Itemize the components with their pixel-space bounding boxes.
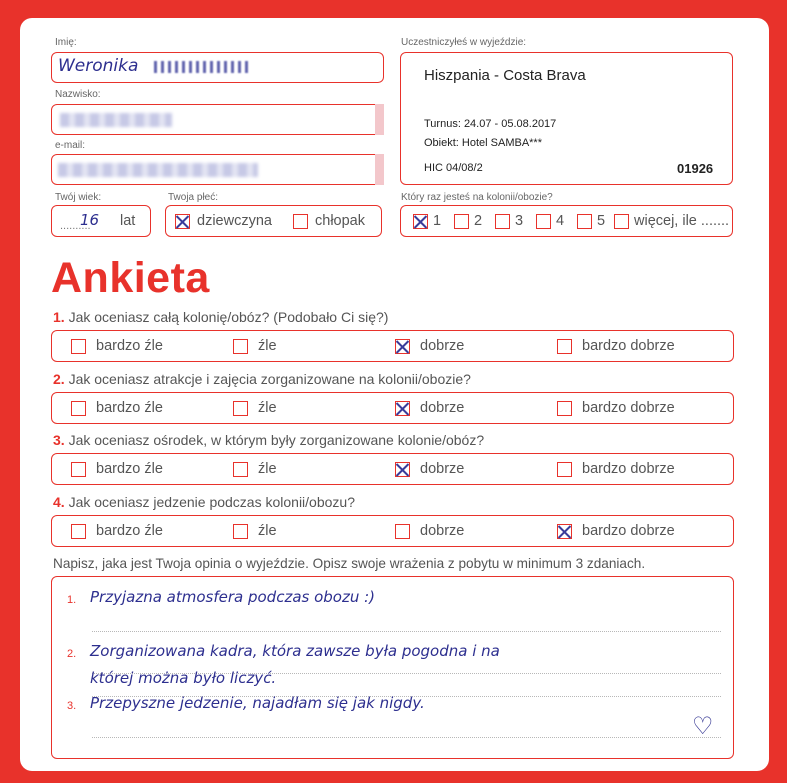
surname-scribble xyxy=(154,61,250,73)
rating-option-label: bardzo źle xyxy=(96,522,163,539)
rating-option-label: dobrze xyxy=(420,338,465,354)
rating-option-label: źle xyxy=(258,522,277,539)
opinion-prompt: Napisz, jaka jest Twoja opinia o wyjeździe. Opisz swoje wrażenia z pobytu w minimum 3 zdaniach. xyxy=(53,556,646,571)
trip-code: HIC 04/08/2 xyxy=(424,162,483,174)
answer-row-1 xyxy=(51,330,734,362)
redaction-edge xyxy=(375,104,384,135)
gender-field xyxy=(165,205,382,237)
writing-line xyxy=(92,737,721,738)
times-option-label: 3 xyxy=(515,213,524,229)
rating-option-label: dobrze xyxy=(420,522,465,539)
redaction-edge xyxy=(375,154,384,185)
answer-number: 1. xyxy=(67,594,77,606)
rating-option-label: bardzo źle xyxy=(96,461,163,477)
rating-option-label: bardzo źle xyxy=(96,338,163,354)
times-option-label: 4 xyxy=(556,213,565,229)
rating-checkbox[interactable] xyxy=(557,524,572,539)
times-checkbox-3[interactable] xyxy=(495,214,510,229)
question-4 xyxy=(53,494,355,510)
question-text: Jak oceniasz atrakcje i zajęcia zorganizowane na kolonii/obozie? xyxy=(68,370,471,387)
times-checkbox-1[interactable] xyxy=(413,214,428,229)
handwritten-answer: Zorganizowana kadra, która zawsze była pogodna i na xyxy=(90,642,500,660)
surname-field[interactable] xyxy=(51,104,384,135)
rating-option-label: bardzo źle xyxy=(96,399,163,416)
gender-female-checkbox[interactable] xyxy=(175,214,190,229)
email-redacted xyxy=(58,163,258,177)
times-checkbox-5[interactable] xyxy=(577,214,592,229)
answer-row-4 xyxy=(51,515,734,547)
gender-male-label: chłopak xyxy=(315,213,365,229)
rating-checkbox[interactable] xyxy=(71,339,86,354)
gender-label: Twoja płeć: xyxy=(168,192,219,203)
surname-label: Nazwisko: xyxy=(55,89,101,100)
question-number: 2. xyxy=(53,370,65,387)
times-option-label: 2 xyxy=(474,213,483,229)
gender-male-checkbox[interactable] xyxy=(293,214,308,229)
trip-term: Turnus: 24.07 - 05.08.2017 xyxy=(424,118,557,130)
rating-checkbox[interactable] xyxy=(557,462,572,477)
age-label: Twój wiek: xyxy=(55,192,102,203)
rating-checkbox[interactable] xyxy=(233,401,248,416)
rating-option-label: bardzo dobrze xyxy=(582,338,675,354)
times-option-label: więcej, ile ....... xyxy=(634,213,730,229)
trip-facility: Obiekt: Hotel SAMBA*** xyxy=(424,137,542,149)
age-field[interactable] xyxy=(51,205,151,237)
answer-row-3 xyxy=(51,453,734,485)
rating-checkbox[interactable] xyxy=(395,524,410,539)
question-text: Jak oceniasz jedzenie podczas kolonii/obozu? xyxy=(68,493,355,510)
handwritten-answer: Przyjazna atmosfera podczas obozu :) xyxy=(90,588,376,606)
times-label: Który raz jesteś na kolonii/obozie? xyxy=(401,192,553,203)
rating-checkbox[interactable] xyxy=(557,339,572,354)
email-label: e-mail: xyxy=(55,140,86,151)
times-option-label: 1 xyxy=(433,213,442,229)
heart-doodle: ♡ xyxy=(692,712,714,740)
rating-option-label: bardzo dobrze xyxy=(582,461,675,477)
rating-option-label: źle xyxy=(258,399,277,416)
question-number: 4. xyxy=(53,493,65,510)
rating-option-label: źle xyxy=(258,338,277,354)
question-text: Jak oceniasz całą kolonię/obóz? (Podobało Ci się?) xyxy=(68,309,389,325)
handwritten-answer: której można było liczyć. xyxy=(90,669,277,687)
trip-label: Uczestniczyłeś w wyjeździe: xyxy=(401,37,527,48)
rating-checkbox[interactable] xyxy=(395,462,410,477)
trip-number: 01926 xyxy=(677,161,714,176)
answer-number: 3. xyxy=(67,700,77,712)
rating-checkbox[interactable] xyxy=(395,339,410,354)
question-1 xyxy=(53,309,388,325)
rating-option-label: źle xyxy=(258,461,277,477)
rating-option-label: bardzo dobrze xyxy=(582,399,675,416)
question-3 xyxy=(53,432,484,448)
times-checkbox-6[interactable] xyxy=(614,214,629,229)
opinion-box[interactable] xyxy=(51,576,734,759)
gender-female-label: dziewczyna xyxy=(197,213,272,229)
rating-option-label: bardzo dobrze xyxy=(582,522,675,539)
rating-option-label: dobrze xyxy=(420,461,465,477)
question-text: Jak oceniasz ośrodek, w którym były zorganizowane kolonie/obóz? xyxy=(68,432,485,448)
rating-checkbox[interactable] xyxy=(557,401,572,416)
trip-destination: Hiszpania - Costa Brava xyxy=(424,67,586,84)
age-value: 16 xyxy=(80,211,100,229)
answer-number: 2. xyxy=(67,648,77,660)
answer-row-2 xyxy=(51,392,734,424)
survey-sheet xyxy=(20,18,769,771)
email-field[interactable] xyxy=(51,154,384,185)
rating-checkbox[interactable] xyxy=(395,401,410,416)
rating-option-label: dobrze xyxy=(420,399,465,416)
times-checkbox-4[interactable] xyxy=(536,214,551,229)
question-number: 1. xyxy=(53,309,65,325)
name-value: Weronika xyxy=(58,56,139,76)
rating-checkbox[interactable] xyxy=(233,339,248,354)
name-field[interactable] xyxy=(51,52,384,83)
age-unit: lat xyxy=(120,213,136,229)
handwritten-answer: Przepyszne jedzenie, najadłam się jak nigdy. xyxy=(90,694,425,712)
times-option-label: 5 xyxy=(597,213,606,229)
question-2 xyxy=(53,371,471,387)
name-label: Imię: xyxy=(55,37,77,48)
times-checkbox-2[interactable] xyxy=(454,214,469,229)
age-dots: .......... xyxy=(60,220,91,232)
rating-checkbox[interactable] xyxy=(233,524,248,539)
times-field xyxy=(400,205,733,237)
rating-checkbox[interactable] xyxy=(71,401,86,416)
trip-info-box xyxy=(400,52,733,185)
question-number: 3. xyxy=(53,432,65,448)
surname-redacted xyxy=(60,113,172,127)
rating-checkbox[interactable] xyxy=(233,462,248,477)
writing-line xyxy=(92,631,721,632)
rating-checkbox[interactable] xyxy=(71,462,86,477)
survey-title: Ankieta xyxy=(51,254,210,302)
rating-checkbox[interactable] xyxy=(71,524,86,539)
